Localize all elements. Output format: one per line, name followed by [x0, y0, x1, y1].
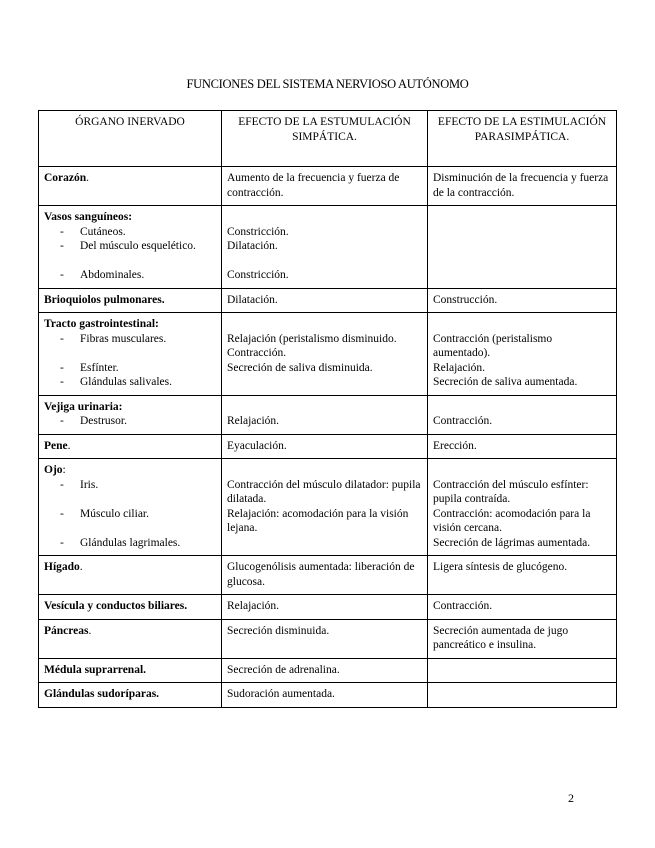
organ-cell	[39, 395, 222, 434]
organ-cell	[39, 288, 222, 313]
sub-organ: - Cutáneos.	[44, 225, 216, 240]
sympathetic-cell: Glucogenólisis aumentada: liberación de glucosa.	[222, 556, 428, 595]
table-row	[39, 206, 617, 289]
table-row	[39, 288, 617, 313]
effect-line: Dilatación.	[227, 240, 278, 252]
table-row	[39, 556, 617, 595]
parasympathetic-cell: Contracción.	[428, 595, 617, 620]
sub-organ: - Abdominales.	[44, 268, 216, 283]
effect-line: Contracción.	[227, 347, 287, 359]
sub-organ: - Glándulas salivales.	[44, 375, 216, 390]
parasympathetic-cell	[428, 395, 617, 434]
organ-name: Páncreas	[44, 624, 89, 637]
parasympathetic-cell	[428, 206, 617, 289]
organ-name: Hígado	[44, 561, 80, 573]
organ-cell	[39, 556, 222, 595]
organ-cell	[39, 313, 222, 396]
effect-line: Secreción de saliva disminuida.	[227, 361, 373, 374]
parasympathetic-cell	[428, 313, 617, 396]
organ-suffix: .	[67, 439, 71, 452]
sympathetic-cell	[222, 459, 428, 556]
parasympathetic-cell	[428, 459, 617, 556]
parasympathetic-cell: Erección.	[428, 434, 617, 459]
effect-line: Contracción (peristalismo aumentado).	[433, 332, 553, 359]
autonomic-functions-table	[38, 110, 617, 708]
organ-name: Médula suprarrenal.	[44, 663, 147, 676]
organ-name: Tracto gastrointestinal:	[44, 318, 159, 330]
sympathetic-cell: Secreción disminuida.	[222, 619, 428, 658]
sympathetic-cell: Aumento de la frecuencia y fuerza de contracción.	[222, 167, 428, 206]
sympathetic-cell: Relajación.	[222, 595, 428, 620]
parasympathetic-cell	[428, 683, 617, 708]
organ-suffix: .	[79, 561, 83, 573]
effect-line: Relajación (peristalismo disminuido.	[227, 332, 397, 345]
organ-cell	[39, 459, 222, 556]
effect-line: Secreción de lágrimas aumentada.	[433, 536, 591, 549]
header-parasympathetic: EFECTO DE LA ESTIMULACIÓN PARASIMPÁTICA.	[428, 111, 617, 167]
page-number: 2	[568, 791, 574, 805]
table-row	[39, 595, 617, 620]
table-row	[39, 313, 617, 396]
effect-line: Relajación.	[227, 415, 280, 427]
table-row	[39, 167, 617, 206]
organ-cell	[39, 595, 222, 620]
sub-organ: - Glándulas lagrimales.	[44, 536, 216, 551]
effect-line: Constricción.	[227, 269, 289, 281]
header-sympathetic: EFECTO DE LA ESTUMULACIÓN SIMPÁTICA.	[222, 111, 428, 167]
organ-name: Vasos sanguíneos:	[44, 211, 133, 223]
organ-name: Vesícula y conductos biliares.	[44, 600, 188, 612]
sympathetic-cell	[222, 206, 428, 289]
sub-organ: - Músculo ciliar.	[44, 507, 216, 522]
effect-line: Contracción.	[433, 415, 493, 427]
sub-organ: - Iris.	[44, 478, 216, 493]
effect-line: Constricción.	[227, 225, 289, 238]
table-row	[39, 395, 617, 434]
parasympathetic-cell: Ligera síntesis de glucógeno.	[428, 556, 617, 595]
organ-suffix: .	[86, 172, 90, 184]
parasympathetic-cell: Disminución de la frecuencia y fuerza de la contracción.	[428, 167, 617, 206]
parasympathetic-cell: Construcción.	[428, 288, 617, 313]
organ-cell	[39, 434, 222, 459]
sympathetic-cell	[222, 395, 428, 434]
table-header-row	[39, 111, 617, 167]
parasympathetic-cell	[428, 658, 617, 683]
table-row	[39, 619, 617, 658]
sympathetic-cell: Sudoración aumentada.	[222, 683, 428, 708]
page-title: FUNCIONES DEL SISTEMA NERVIOSO AUTÓNOMO	[186, 77, 469, 91]
effect-line: Relajación: acomodación para la visión lejana.	[227, 507, 409, 534]
effect-line: Contracción del músculo dilatador: pupila dilatada.	[227, 478, 421, 505]
effect-line: Secreción de saliva aumentada.	[433, 376, 578, 388]
sub-organ: - Esfínter.	[44, 361, 216, 376]
sympathetic-cell: Eyaculación.	[222, 434, 428, 459]
parasympathetic-cell: Secreción aumentada de jugo pancreático e insulina.	[428, 619, 617, 658]
header-organ: ÓRGANO INERVADO	[39, 111, 222, 167]
organ-cell	[39, 658, 222, 683]
organ-name: Brioquiolos pulmonares.	[44, 293, 165, 306]
table-row	[39, 658, 617, 683]
table-row	[39, 434, 617, 459]
effect-line: Contracción: acomodación para la visión cercana.	[433, 507, 591, 534]
sub-organ: - Fibras musculares.	[44, 332, 216, 347]
sympathetic-cell: Secreción de adrenalina.	[222, 658, 428, 683]
sub-organ: - Destrusor.	[44, 414, 216, 429]
organ-cell	[39, 206, 222, 289]
effect-line: Relajación.	[433, 361, 486, 374]
organ-cell	[39, 683, 222, 708]
sympathetic-cell: Dilatación.	[222, 288, 428, 313]
effect-line: Contracción del músculo esfínter: pupila contraída.	[433, 478, 589, 505]
sympathetic-cell	[222, 313, 428, 396]
organ-cell	[39, 619, 222, 658]
organ-suffix: .	[88, 624, 92, 637]
organ-name: Corazón	[44, 172, 87, 184]
organ-cell	[39, 167, 222, 206]
organ-name: Glándulas sudoríparas.	[44, 688, 160, 700]
organ-name: Pene	[44, 439, 68, 452]
table-row	[39, 683, 617, 708]
table-row	[39, 459, 617, 556]
organ-name: Vejiga urinaria:	[44, 400, 123, 413]
organ-name: Ojo	[44, 464, 63, 476]
sub-organ: - Del músculo esquelético.	[44, 239, 216, 254]
organ-suffix: :	[62, 464, 66, 476]
